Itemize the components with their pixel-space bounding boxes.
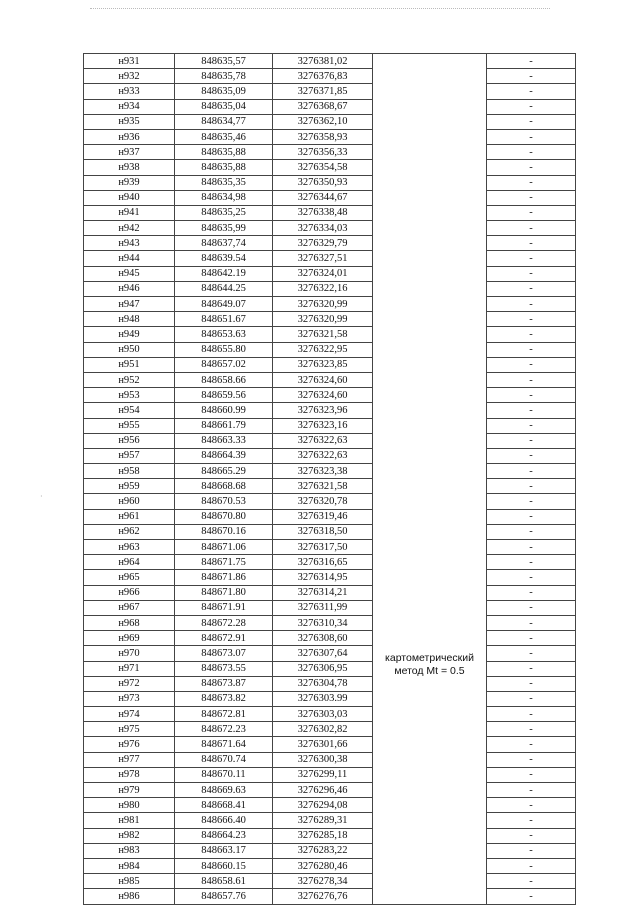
table-row: [84, 540, 576, 555]
x-coordinate-cell: 848669.63: [175, 783, 273, 798]
point-name-cell: н957: [84, 448, 175, 463]
point-name-cell: н986: [84, 889, 175, 904]
y-coordinate-cell: 3276358,93: [273, 129, 373, 144]
point-name-cell: н955: [84, 418, 175, 433]
accuracy-cell: -: [487, 418, 576, 433]
y-coordinate-cell: 3276322,95: [273, 342, 373, 357]
x-coordinate-cell: 848670.11: [175, 767, 273, 782]
y-coordinate-cell: 3276316,65: [273, 555, 373, 570]
accuracy-cell: -: [487, 600, 576, 615]
table-row: [84, 281, 576, 296]
accuracy-cell: -: [487, 843, 576, 858]
x-coordinate-cell: 848671.75: [175, 555, 273, 570]
table-row: [84, 205, 576, 220]
y-coordinate-cell: 3276314,21: [273, 585, 373, 600]
x-coordinate-cell: 848637,74: [175, 236, 273, 251]
point-name-cell: н954: [84, 403, 175, 418]
y-coordinate-cell: 3276311,99: [273, 600, 373, 615]
point-name-cell: н944: [84, 251, 175, 266]
margin-mark: ·: [40, 492, 43, 501]
accuracy-cell: -: [487, 858, 576, 873]
table-row: [84, 843, 576, 858]
point-name-cell: н961: [84, 509, 175, 524]
table-row: [84, 448, 576, 463]
x-coordinate-cell: 848658.61: [175, 874, 273, 889]
y-coordinate-cell: 3276301,66: [273, 737, 373, 752]
x-coordinate-cell: 848651.67: [175, 312, 273, 327]
y-coordinate-cell: 3276338,48: [273, 205, 373, 220]
y-coordinate-cell: 3276310,34: [273, 615, 373, 630]
accuracy-cell: -: [487, 403, 576, 418]
accuracy-cell: -: [487, 691, 576, 706]
point-name-cell: н939: [84, 175, 175, 190]
accuracy-cell: -: [487, 54, 576, 69]
method-note-cell: [373, 54, 487, 905]
accuracy-cell: -: [487, 448, 576, 463]
accuracy-cell: -: [487, 266, 576, 281]
point-name-cell: н971: [84, 661, 175, 676]
scan-artifact-line: [90, 8, 550, 11]
accuracy-cell: -: [487, 767, 576, 782]
accuracy-cell: -: [487, 555, 576, 570]
point-name-cell: н981: [84, 813, 175, 828]
point-name-cell: н934: [84, 99, 175, 114]
accuracy-cell: -: [487, 798, 576, 813]
table-row: [84, 54, 576, 69]
point-name-cell: н949: [84, 327, 175, 342]
accuracy-cell: -: [487, 631, 576, 646]
table-row: [84, 737, 576, 752]
y-coordinate-cell: 3276322,16: [273, 281, 373, 296]
point-name-cell: н975: [84, 722, 175, 737]
accuracy-cell: -: [487, 661, 576, 676]
point-name-cell: н963: [84, 540, 175, 555]
x-coordinate-cell: 848670.53: [175, 494, 273, 509]
point-name-cell: н933: [84, 84, 175, 99]
accuracy-cell: -: [487, 524, 576, 539]
table-row: [84, 524, 576, 539]
point-name-cell: н937: [84, 145, 175, 160]
x-coordinate-cell: 848635,46: [175, 129, 273, 144]
y-coordinate-cell: 3276314,95: [273, 570, 373, 585]
y-coordinate-cell: 3276354,58: [273, 160, 373, 175]
y-coordinate-cell: 3276303.99: [273, 691, 373, 706]
table-row: [84, 646, 576, 661]
y-coordinate-cell: 3276289,31: [273, 813, 373, 828]
x-coordinate-cell: 848635,88: [175, 145, 273, 160]
coordinates-table-body: [84, 54, 576, 905]
accuracy-cell: -: [487, 874, 576, 889]
accuracy-cell: -: [487, 69, 576, 84]
y-coordinate-cell: 3276323,85: [273, 357, 373, 372]
accuracy-cell: -: [487, 570, 576, 585]
point-name-cell: н931: [84, 54, 175, 69]
point-name-cell: н940: [84, 190, 175, 205]
x-coordinate-cell: 848635,09: [175, 84, 273, 99]
point-name-cell: н960: [84, 494, 175, 509]
table-row: [84, 84, 576, 99]
table-row: [84, 403, 576, 418]
accuracy-cell: -: [487, 388, 576, 403]
accuracy-cell: -: [487, 160, 576, 175]
accuracy-cell: -: [487, 707, 576, 722]
table-row: [84, 99, 576, 114]
x-coordinate-cell: 848655.80: [175, 342, 273, 357]
accuracy-cell: -: [487, 99, 576, 114]
x-coordinate-cell: 848635,88: [175, 160, 273, 175]
y-coordinate-cell: 3276344,67: [273, 190, 373, 205]
table-row: [84, 889, 576, 904]
table-row: [84, 145, 576, 160]
table-row: [84, 236, 576, 251]
accuracy-cell: -: [487, 509, 576, 524]
table-row: [84, 509, 576, 524]
table-row: [84, 221, 576, 236]
y-coordinate-cell: 3276280,46: [273, 858, 373, 873]
point-name-cell: н943: [84, 236, 175, 251]
accuracy-cell: -: [487, 783, 576, 798]
x-coordinate-cell: 848661.79: [175, 418, 273, 433]
y-coordinate-cell: 3276322,63: [273, 448, 373, 463]
y-coordinate-cell: 3276321,58: [273, 327, 373, 342]
accuracy-cell: -: [487, 342, 576, 357]
y-coordinate-cell: 3276276,76: [273, 889, 373, 904]
x-coordinate-cell: 848644.25: [175, 281, 273, 296]
point-name-cell: н972: [84, 676, 175, 691]
y-coordinate-cell: 3276318,50: [273, 524, 373, 539]
y-coordinate-cell: 3276329,79: [273, 236, 373, 251]
x-coordinate-cell: 848639.54: [175, 251, 273, 266]
accuracy-cell: -: [487, 221, 576, 236]
accuracy-cell: -: [487, 236, 576, 251]
accuracy-cell: -: [487, 813, 576, 828]
x-coordinate-cell: 848673.55: [175, 661, 273, 676]
y-coordinate-cell: 3276308,60: [273, 631, 373, 646]
x-coordinate-cell: 848649.07: [175, 297, 273, 312]
y-coordinate-cell: 3276323,16: [273, 418, 373, 433]
x-coordinate-cell: 848672.81: [175, 707, 273, 722]
x-coordinate-cell: 848672.91: [175, 631, 273, 646]
method-note-line: картометрический: [385, 652, 474, 664]
x-coordinate-cell: 848668.68: [175, 479, 273, 494]
accuracy-cell: -: [487, 297, 576, 312]
accuracy-cell: -: [487, 889, 576, 904]
x-coordinate-cell: 848672.23: [175, 722, 273, 737]
y-coordinate-cell: 3276317,50: [273, 540, 373, 555]
x-coordinate-cell: 848635,04: [175, 99, 273, 114]
table-row: [84, 858, 576, 873]
x-coordinate-cell: 848635,99: [175, 221, 273, 236]
table-row: [84, 585, 576, 600]
point-name-cell: н947: [84, 297, 175, 312]
accuracy-cell: -: [487, 357, 576, 372]
x-coordinate-cell: 848653.63: [175, 327, 273, 342]
x-coordinate-cell: 848673.07: [175, 646, 273, 661]
x-coordinate-cell: 848670.80: [175, 509, 273, 524]
accuracy-cell: -: [487, 433, 576, 448]
x-coordinate-cell: 848666.40: [175, 813, 273, 828]
y-coordinate-cell: 3276306,95: [273, 661, 373, 676]
point-name-cell: н966: [84, 585, 175, 600]
point-name-cell: н959: [84, 479, 175, 494]
table-row: [84, 266, 576, 281]
x-coordinate-cell: 848671.91: [175, 600, 273, 615]
point-name-cell: н952: [84, 372, 175, 387]
table-row: [84, 600, 576, 615]
point-name-cell: н982: [84, 828, 175, 843]
accuracy-cell: -: [487, 251, 576, 266]
y-coordinate-cell: 3276368,67: [273, 99, 373, 114]
accuracy-cell: -: [487, 205, 576, 220]
table-row: [84, 69, 576, 84]
point-name-cell: н958: [84, 464, 175, 479]
point-name-cell: н953: [84, 388, 175, 403]
table-row: [84, 615, 576, 630]
point-name-cell: н967: [84, 600, 175, 615]
accuracy-cell: -: [487, 129, 576, 144]
accuracy-cell: -: [487, 464, 576, 479]
accuracy-cell: -: [487, 175, 576, 190]
y-coordinate-cell: 3276300,38: [273, 752, 373, 767]
table-row: [84, 175, 576, 190]
point-name-cell: н985: [84, 874, 175, 889]
y-coordinate-cell: 3276324,60: [273, 372, 373, 387]
point-name-cell: н968: [84, 615, 175, 630]
x-coordinate-cell: 848673.82: [175, 691, 273, 706]
y-coordinate-cell: 3276334,03: [273, 221, 373, 236]
y-coordinate-cell: 3276302,82: [273, 722, 373, 737]
accuracy-cell: -: [487, 372, 576, 387]
table-row: [84, 479, 576, 494]
x-coordinate-cell: 848670.74: [175, 752, 273, 767]
y-coordinate-cell: 3276324,01: [273, 266, 373, 281]
accuracy-cell: -: [487, 281, 576, 296]
table-row: [84, 661, 576, 676]
x-coordinate-cell: 848663.17: [175, 843, 273, 858]
table-row: [84, 494, 576, 509]
table-row: [84, 813, 576, 828]
y-coordinate-cell: 3276356,33: [273, 145, 373, 160]
point-name-cell: н945: [84, 266, 175, 281]
accuracy-cell: -: [487, 585, 576, 600]
point-name-cell: н935: [84, 114, 175, 129]
y-coordinate-cell: 3276381,02: [273, 54, 373, 69]
y-coordinate-cell: 3276320,99: [273, 297, 373, 312]
x-coordinate-cell: 848634,77: [175, 114, 273, 129]
point-name-cell: н956: [84, 433, 175, 448]
y-coordinate-cell: 3276304,78: [273, 676, 373, 691]
table-row: [84, 129, 576, 144]
point-name-cell: н950: [84, 342, 175, 357]
point-name-cell: н976: [84, 737, 175, 752]
table-row: [84, 722, 576, 737]
x-coordinate-cell: 848660.15: [175, 858, 273, 873]
accuracy-cell: -: [487, 114, 576, 129]
point-name-cell: н951: [84, 357, 175, 372]
x-coordinate-cell: 848665.29: [175, 464, 273, 479]
table-row: [84, 433, 576, 448]
x-coordinate-cell: 848664.39: [175, 448, 273, 463]
table-row: [84, 691, 576, 706]
point-name-cell: н941: [84, 205, 175, 220]
table-row: [84, 388, 576, 403]
accuracy-cell: -: [487, 479, 576, 494]
coordinates-table: [83, 53, 576, 905]
table-row: [84, 752, 576, 767]
x-coordinate-cell: 848658.66: [175, 372, 273, 387]
y-coordinate-cell: 3276323,96: [273, 403, 373, 418]
table-row: [84, 312, 576, 327]
accuracy-cell: -: [487, 737, 576, 752]
point-name-cell: н962: [84, 524, 175, 539]
point-name-cell: н974: [84, 707, 175, 722]
point-name-cell: н932: [84, 69, 175, 84]
x-coordinate-cell: 848663.33: [175, 433, 273, 448]
table-row: [84, 874, 576, 889]
table-row: [84, 327, 576, 342]
accuracy-cell: -: [487, 646, 576, 661]
y-coordinate-cell: 3276319,46: [273, 509, 373, 524]
y-coordinate-cell: 3276376,83: [273, 69, 373, 84]
point-name-cell: н969: [84, 631, 175, 646]
accuracy-cell: -: [487, 828, 576, 843]
point-name-cell: н977: [84, 752, 175, 767]
table-row: [84, 160, 576, 175]
x-coordinate-cell: 848670.16: [175, 524, 273, 539]
point-name-cell: н946: [84, 281, 175, 296]
point-name-cell: н984: [84, 858, 175, 873]
x-coordinate-cell: 848673.87: [175, 676, 273, 691]
y-coordinate-cell: 3276294,08: [273, 798, 373, 813]
accuracy-cell: -: [487, 494, 576, 509]
point-name-cell: н942: [84, 221, 175, 236]
y-coordinate-cell: 3276327,51: [273, 251, 373, 266]
y-coordinate-cell: 3276285,18: [273, 828, 373, 843]
table-row: [84, 707, 576, 722]
point-name-cell: н964: [84, 555, 175, 570]
x-coordinate-cell: 848657.76: [175, 889, 273, 904]
accuracy-cell: -: [487, 312, 576, 327]
point-name-cell: н948: [84, 312, 175, 327]
x-coordinate-cell: 848635,25: [175, 205, 273, 220]
x-coordinate-cell: 848671.86: [175, 570, 273, 585]
x-coordinate-cell: 848635,78: [175, 69, 273, 84]
table-row: [84, 297, 576, 312]
point-name-cell: н938: [84, 160, 175, 175]
accuracy-cell: -: [487, 676, 576, 691]
accuracy-cell: -: [487, 84, 576, 99]
table-row: [84, 114, 576, 129]
table-row: [84, 357, 576, 372]
y-coordinate-cell: 3276371,85: [273, 84, 373, 99]
point-name-cell: н936: [84, 129, 175, 144]
point-name-cell: н980: [84, 798, 175, 813]
x-coordinate-cell: 848671.64: [175, 737, 273, 752]
y-coordinate-cell: 3276320,78: [273, 494, 373, 509]
x-coordinate-cell: 848642.19: [175, 266, 273, 281]
y-coordinate-cell: 3276320,99: [273, 312, 373, 327]
y-coordinate-cell: 3276324,60: [273, 388, 373, 403]
y-coordinate-cell: 3276283,22: [273, 843, 373, 858]
x-coordinate-cell: 848671.80: [175, 585, 273, 600]
point-name-cell: н978: [84, 767, 175, 782]
table-row: [84, 464, 576, 479]
accuracy-cell: -: [487, 722, 576, 737]
y-coordinate-cell: 3276350,93: [273, 175, 373, 190]
table-row: [84, 342, 576, 357]
y-coordinate-cell: 3276362,10: [273, 114, 373, 129]
x-coordinate-cell: 848660.99: [175, 403, 273, 418]
x-coordinate-cell: 848657.02: [175, 357, 273, 372]
x-coordinate-cell: 848664.23: [175, 828, 273, 843]
table-row: [84, 251, 576, 266]
accuracy-cell: -: [487, 327, 576, 342]
table-row: [84, 190, 576, 205]
table-row: [84, 676, 576, 691]
table-row: [84, 828, 576, 843]
accuracy-cell: -: [487, 615, 576, 630]
point-name-cell: н965: [84, 570, 175, 585]
y-coordinate-cell: 3276323,38: [273, 464, 373, 479]
x-coordinate-cell: 848668.41: [175, 798, 273, 813]
y-coordinate-cell: 3276307,64: [273, 646, 373, 661]
point-name-cell: н970: [84, 646, 175, 661]
table-row: [84, 570, 576, 585]
x-coordinate-cell: 848635,57: [175, 54, 273, 69]
accuracy-cell: -: [487, 540, 576, 555]
y-coordinate-cell: 3276278,34: [273, 874, 373, 889]
y-coordinate-cell: 3276321,58: [273, 479, 373, 494]
point-name-cell: н979: [84, 783, 175, 798]
x-coordinate-cell: 848671.06: [175, 540, 273, 555]
x-coordinate-cell: 848635,35: [175, 175, 273, 190]
x-coordinate-cell: 848672.28: [175, 615, 273, 630]
accuracy-cell: -: [487, 190, 576, 205]
table-row: [84, 418, 576, 433]
table-row: [84, 631, 576, 646]
y-coordinate-cell: 3276322,63: [273, 433, 373, 448]
point-name-cell: н973: [84, 691, 175, 706]
point-name-cell: н983: [84, 843, 175, 858]
accuracy-cell: -: [487, 145, 576, 160]
table-row: [84, 783, 576, 798]
table-row: [84, 555, 576, 570]
table-row: [84, 767, 576, 782]
method-note-line: метод Mt = 0.5: [394, 665, 465, 677]
accuracy-cell: -: [487, 752, 576, 767]
y-coordinate-cell: 3276303,03: [273, 707, 373, 722]
table-row: [84, 372, 576, 387]
x-coordinate-cell: 848659.56: [175, 388, 273, 403]
table-row: [84, 798, 576, 813]
x-coordinate-cell: 848634,98: [175, 190, 273, 205]
y-coordinate-cell: 3276296,46: [273, 783, 373, 798]
y-coordinate-cell: 3276299,11: [273, 767, 373, 782]
